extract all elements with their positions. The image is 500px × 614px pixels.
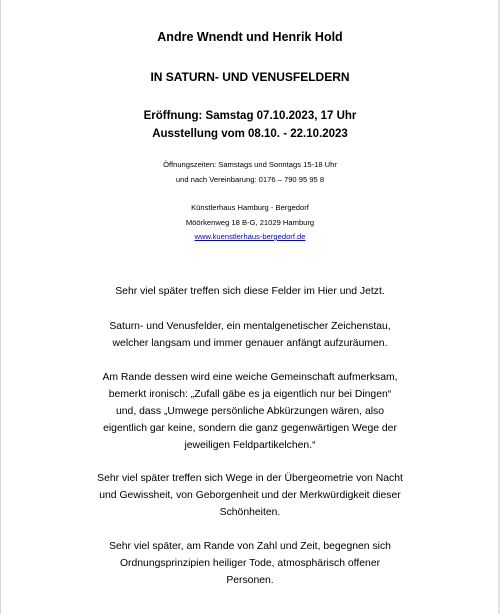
paragraph-1-line: Sehr viel später treffen sich diese Felder im Hier und Jetzt. <box>115 286 385 297</box>
paragraph-5-line: Sehr viel später, am Rande von Zahl und Zeit, begegnen sich <box>109 541 391 552</box>
page-border-left <box>0 0 1 614</box>
paragraph-3-line: jeweiligen Feldpartikelchen.“ <box>184 440 316 451</box>
paragraph-3-line: und, dass „Umwege persönliche Abkürzungen wären, also <box>116 406 384 417</box>
paragraph-4-line: und Gewissheit, von Geborgenheit und der Merkwürdigkeit dieser <box>99 490 401 501</box>
exhibition-dates: Ausstellung vom 08.10. - 22.10.2023 <box>152 128 348 140</box>
paragraph-5-line: Ordnungsprinzipien heiliger Tode, atmosphärisch offener <box>119 558 381 569</box>
paragraph-4-line: Schönheiten. <box>219 507 281 518</box>
paragraph-2 <box>0 318 500 352</box>
paragraph-5-line: Personen. <box>226 575 274 586</box>
paragraph-4 <box>0 470 500 521</box>
venue-address: Möörkenweg 18 B-G, 21029 Hamburg <box>185 218 315 227</box>
website-link[interactable]: www.kuenstlerhaus-bergedorf.de <box>194 232 306 241</box>
paragraph-1 <box>0 283 500 300</box>
paragraph-4-line: Sehr viel später treffen sich Wege in der Übergeometrie von Nacht <box>97 473 403 484</box>
exhibition-title: IN SATURN- UND VENUSFELDERN <box>150 70 350 84</box>
paragraph-3 <box>0 369 500 454</box>
paragraph-2-line: welcher langsam und immer genauer anfängt aufzuräumen. <box>112 338 388 349</box>
paragraph-2-line: Saturn- und Venusfelder, ein mentalgenetischer Zeichenstau, <box>109 321 391 332</box>
venue-name: Künstlerhaus Hamburg - Bergedorf <box>191 203 309 212</box>
opening-date: Eröffnung: Samstag 07.10.2023, 17 Uhr <box>143 110 357 122</box>
artists-heading: Andre Wnendt und Henrik Hold <box>157 30 343 44</box>
paragraph-3-line: bemerkt ironisch: „Zufall gäbe es ja eigentlich nur bei Dingen“ <box>108 389 392 400</box>
paragraph-3-line: Am Rande dessen wird eine weiche Gemeinschaft aufmerksam, <box>102 372 398 383</box>
opening-hours-line-1: Öffnungszeiten: Samstags und Sonntags 15-18 Uhr <box>163 160 337 169</box>
opening-hours-line-2: und nach Vereinbarung: 0176 – 790 95 95 8 <box>175 175 325 184</box>
paragraph-3-line: eigentlich gar keine, sondern die ganz gegenwärtigen Wege der <box>103 423 397 434</box>
paragraph-5 <box>0 538 500 589</box>
